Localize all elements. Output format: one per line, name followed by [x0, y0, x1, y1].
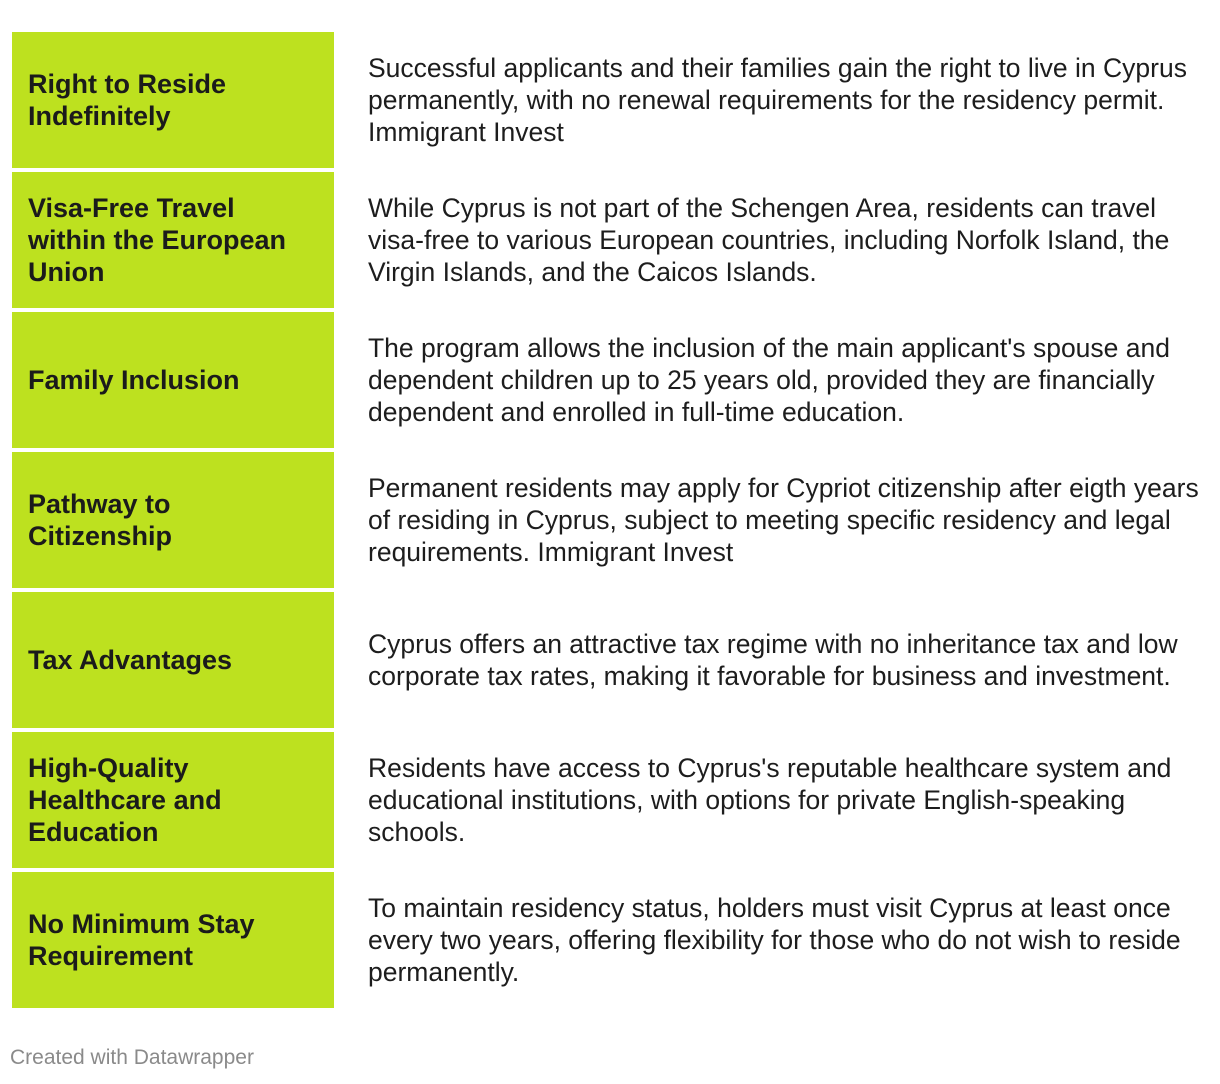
row-description: Residents have access to Cyprus's reputable healthcare system and educational institutions, with options for private English-speaking schools.	[368, 753, 1172, 847]
row-description: Permanent residents may apply for Cypriot citizenship after eigth years of residing in Cyprus, subject to meeting specific residency and legal requirements. Immigrant Invest	[368, 473, 1199, 567]
row-description-cell	[334, 452, 1208, 588]
row-label: Visa-Free Travel within the European Union	[28, 193, 287, 287]
row-description: Cyprus offers an attractive tax regime with no inheritance tax and low corporate tax rates, making it favorable for business and investment.	[368, 629, 1178, 691]
row-description-cell	[334, 172, 1208, 308]
benefits-table	[12, 32, 1208, 1012]
row-description: To maintain residency status, holders must visit Cyprus at least once every two years, offering flexibility for those who do not wish to reside permanently.	[368, 893, 1181, 987]
row-label-cell	[12, 592, 334, 732]
row-description: Successful applicants and their families gain the right to live in Cyprus permanently, with no renewal requirements for the residency permit. Immigrant Invest	[368, 53, 1187, 147]
datawrapper-credit: Created with Datawrapper	[10, 1046, 254, 1069]
table-row	[12, 592, 1208, 732]
row-description: The program allows the inclusion of the main applicant's spouse and dependent children up to 25 years old, provided they are financially dependent and enrolled in full-time education.	[368, 333, 1170, 427]
table-row	[12, 452, 1208, 592]
table-row	[12, 732, 1208, 872]
row-description: While Cyprus is not part of the Schengen Area, residents can travel visa-free to various European countries, including Norfolk Island, the Virgin Islands, and the Caicos Islands.	[368, 193, 1170, 287]
row-label-cell	[12, 872, 334, 1008]
row-description-cell	[334, 32, 1208, 168]
row-description-cell	[334, 872, 1208, 1008]
row-label-cell	[12, 172, 334, 312]
row-label-cell	[12, 32, 334, 172]
row-label: No Minimum Stay Requirement	[28, 909, 255, 971]
row-label: Pathway to Citizenship	[28, 489, 173, 551]
row-label-cell	[12, 732, 334, 872]
row-description-cell	[334, 312, 1208, 448]
table-row	[12, 32, 1208, 172]
row-label-cell	[12, 452, 334, 592]
table-row	[12, 872, 1208, 1012]
row-label: High-Quality Healthcare and Education	[28, 753, 222, 847]
row-label-cell	[12, 312, 334, 452]
row-label: Family Inclusion	[28, 365, 240, 395]
row-label: Right to Reside Indefinitely	[28, 69, 227, 131]
table-row	[12, 172, 1208, 312]
row-description-cell	[334, 732, 1208, 868]
table-row	[12, 312, 1208, 452]
row-description-cell	[334, 592, 1208, 728]
row-label: Tax Advantages	[28, 645, 233, 675]
